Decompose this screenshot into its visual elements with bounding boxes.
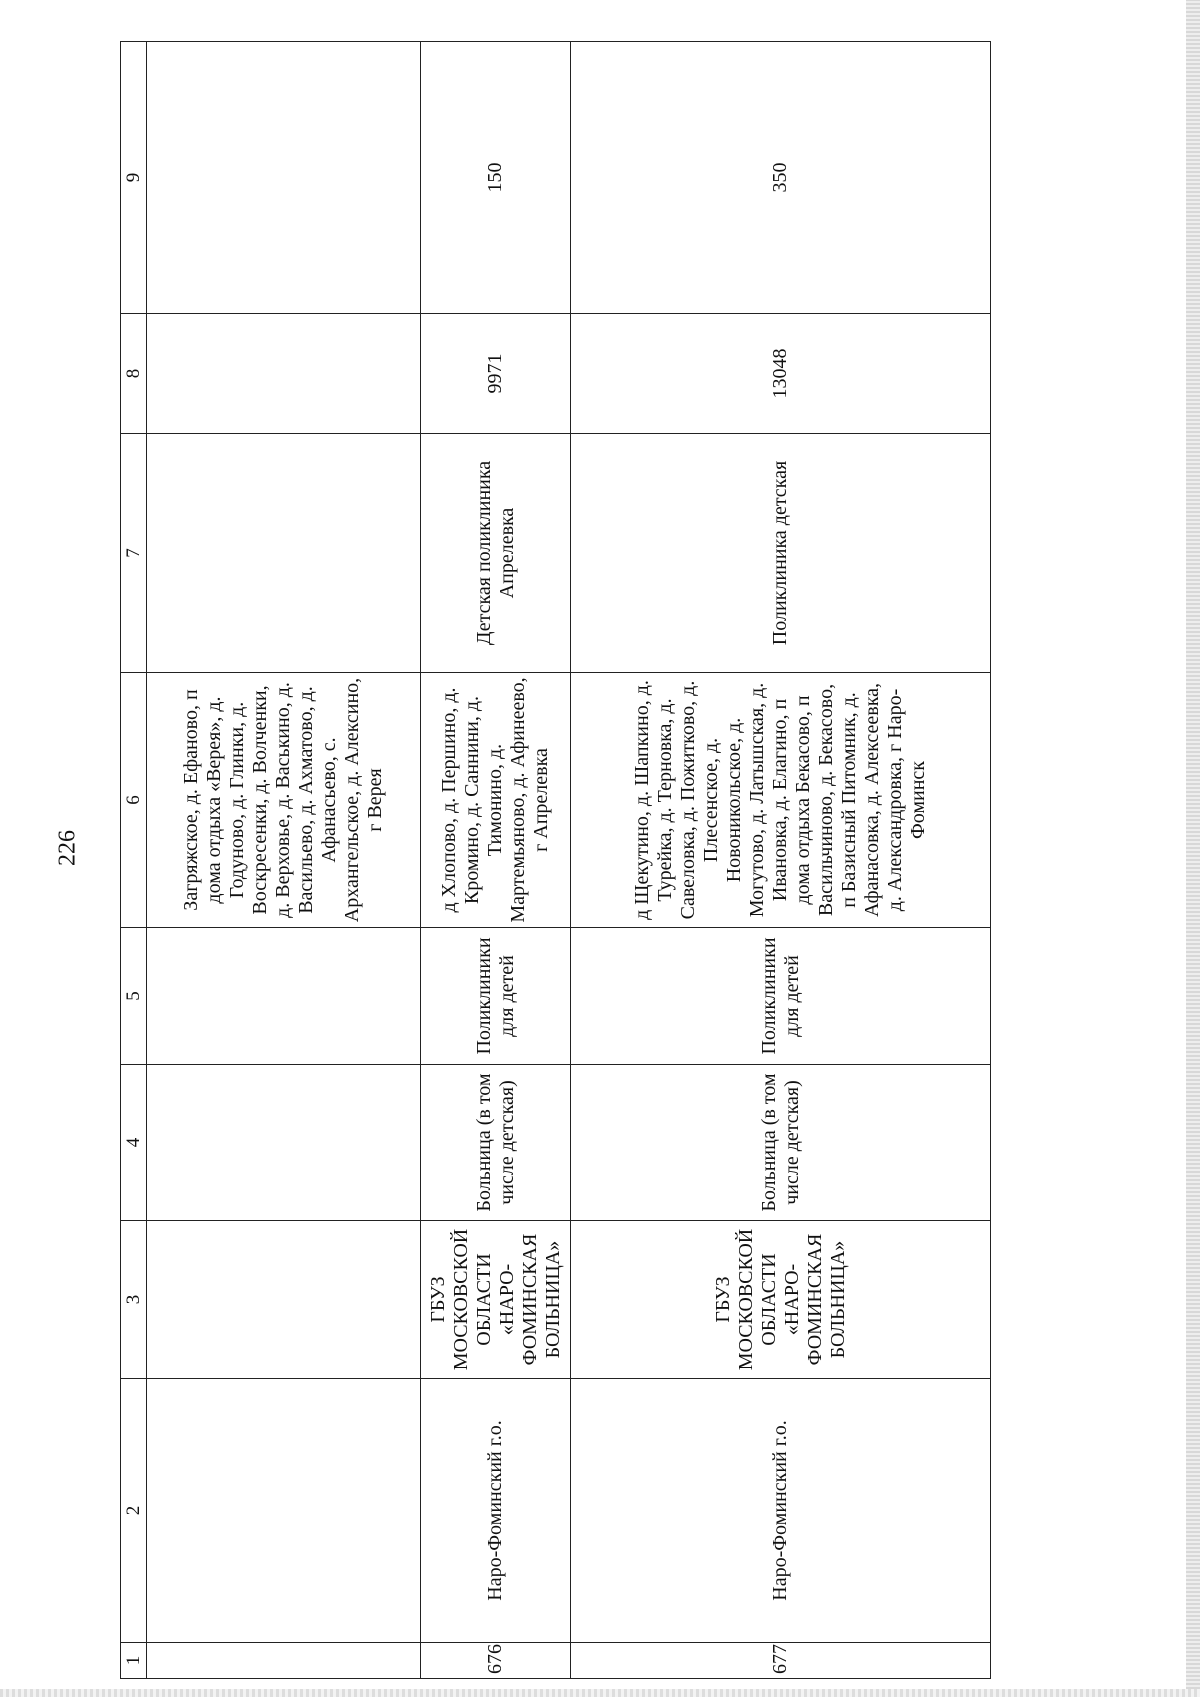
facility-type-cell: Больница (в том числе детская) <box>421 1065 571 1221</box>
table-container <box>120 42 990 1679</box>
capacity-cell: 350 <box>571 42 991 314</box>
facility-type-cell: Больница (в том числе детская) <box>571 1065 991 1221</box>
table-row <box>421 42 571 1679</box>
district-cell: Наро-Фоминский г.о. <box>421 1379 571 1643</box>
header-cell-8: 8 <box>121 314 147 434</box>
district-cell <box>147 1379 421 1643</box>
table-row <box>147 42 421 1679</box>
scan-edge-bottom <box>0 1689 1200 1697</box>
unit-name-cell: Поликлиника детская <box>571 434 991 673</box>
row-number <box>147 1643 421 1679</box>
population-cell <box>147 314 421 434</box>
facility-type-cell <box>147 1065 421 1221</box>
header-cell-5: 5 <box>121 928 147 1065</box>
header-cell-6: 6 <box>121 673 147 928</box>
row-number: 676 <box>421 1643 571 1679</box>
institution-cell <box>147 1221 421 1379</box>
unit-name-cell <box>147 434 421 673</box>
header-row <box>121 42 147 1679</box>
table-row <box>571 42 991 1679</box>
scan-edge-right <box>1186 0 1200 1697</box>
population-cell: 13048 <box>571 314 991 434</box>
institution-cell: ГБУЗ МОСКОВСКОЙ ОБЛАСТИ «НАРО-ФОМИНСКАЯ БОЛЬНИЦА» <box>421 1221 571 1379</box>
header-cell-2: 2 <box>121 1379 147 1643</box>
unit-name-cell: Детская поликлиника Апрелевка <box>421 434 571 673</box>
department-type-cell: Поликлиники для детей <box>571 928 991 1065</box>
page-number: 226 <box>54 830 81 866</box>
localities-cell: Загряжское, д. Ефаново, п дома отдыха «Верея», д. Годуново, д. Глинки, д. Воскресенки, д. Волченки, д. Верховье, д. Васькино, д. Васильево, д. Ахматово, д. Афанасьево, с. Архангельское, д. Алексино, г Верея <box>147 673 421 928</box>
header-cell-1: 1 <box>121 1643 147 1679</box>
rotated-table-frame <box>120 42 990 1679</box>
localities-cell: д Хлопово, д. Першино, д. Кромино, д. Саннини, д. Тимонино, д. Мартемьяново, д. Афинеево, г Апрелевка <box>421 673 571 928</box>
institution-cell: ГБУЗ МОСКОВСКОЙ ОБЛАСТИ «НАРО-ФОМИНСКАЯ БОЛЬНИЦА» <box>571 1221 991 1379</box>
row-number: 677 <box>571 1643 991 1679</box>
capacity-cell: 150 <box>421 42 571 314</box>
header-cell-7: 7 <box>121 434 147 673</box>
header-cell-3: 3 <box>121 1221 147 1379</box>
header-cell-9: 9 <box>121 42 147 314</box>
district-cell: Наро-Фоминский г.о. <box>571 1379 991 1643</box>
capacity-cell <box>147 42 421 314</box>
department-type-cell: Поликлиники для детей <box>421 928 571 1065</box>
header-cell-4: 4 <box>121 1065 147 1221</box>
population-cell: 9971 <box>421 314 571 434</box>
department-type-cell <box>147 928 421 1065</box>
hospital-assignment-table <box>120 41 991 1679</box>
localities-cell: д Щекутино, д. Шапкино, д. Турейка, д. Терновка, д. Савеловка, д. Пожитково, д. Плесенское, д. Новоникольское, д. Могутово, д. Латышская, д. Ивановка, д. Елагино, п дома отдыха Бекасово, п Васильчиново, д. Бекасово, п Базисный Питомник, д. Афанасовка, д. Алексеевка, д. Александровка, г Наро-Фоминск <box>571 673 991 928</box>
